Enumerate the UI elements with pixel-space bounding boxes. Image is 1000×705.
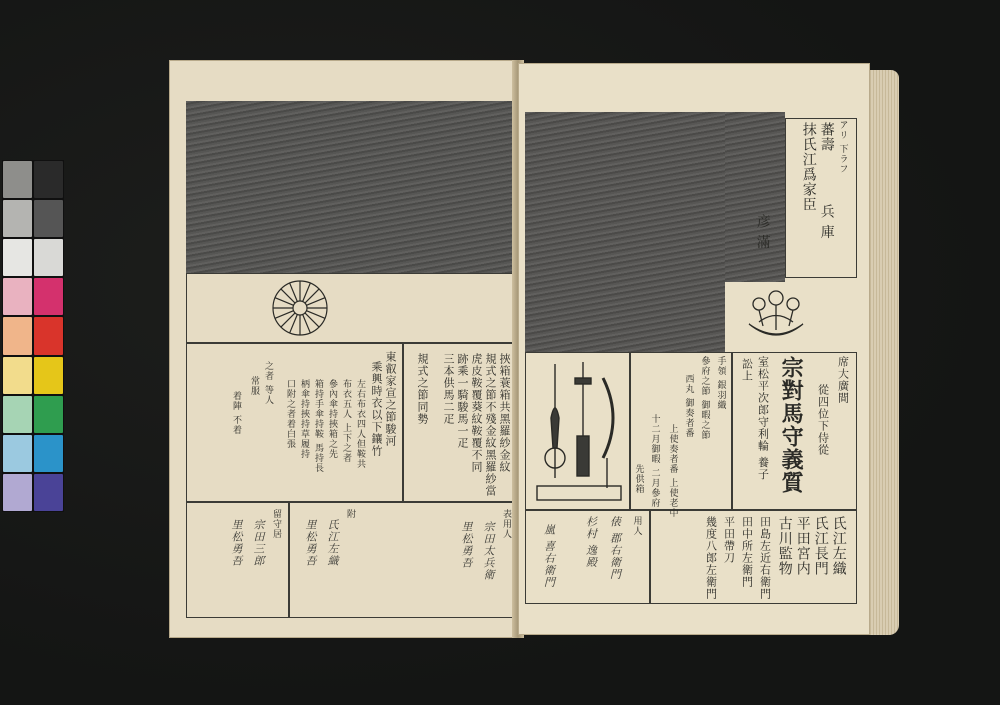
col-f: 先供箱 [633,464,644,494]
left-col2: 規式之節不殘金紋黑羅紗當 [484,353,497,497]
left-col6: 規式之節同勢 [416,353,429,425]
col-b: 參府之節 御暇之節 [699,356,710,440]
left-col8: 乘興時衣以下鑲竹 [370,361,383,457]
color-patch-1 [3,161,32,198]
role-label-2: 附 [345,509,355,519]
shaded-ceiling-area [525,112,725,352]
left-col5: 三本供馬二疋 [442,353,455,425]
color-patch-11 [3,357,32,394]
shaded-ceiling-area [186,101,516,273]
color-patch-6 [34,239,63,276]
left-col13: 柄傘持挾持草履持 [299,379,309,459]
spears-and-banner-icon [533,358,625,504]
rank-label: 從四位下侍從 [816,384,830,456]
color-patch-5 [3,239,32,276]
left-col4: 跡乘一騎駿馬一疋 [456,353,469,449]
seat-label: 席大廣間 [836,356,850,404]
left-col1: 挾箱蓑箱共黑羅紗金紋 [498,353,511,473]
left-note-c: 着陣 不着 [231,391,241,435]
color-patch-10 [34,317,63,354]
page-edges [865,70,899,635]
crest-banner [186,273,516,343]
header-name1: 兵 庫 [818,204,835,240]
left-col9: 左右布衣四人但鞍共 [355,379,365,469]
role-name-1: 宗田太兵衛 [482,521,495,581]
color-patch-13 [3,396,32,433]
residence: 室松平次郎守利輪 養子 [756,356,770,481]
header-col1: 蕃壽 [818,122,835,152]
role-label-3: 留守居 [271,509,281,539]
left-col11: 參內傘持挾箱之先 [327,379,337,459]
col-c: 西丸 御奏者番 [683,374,694,438]
color-patch-17 [3,474,32,511]
retainer-4: 古川監物 [776,516,793,576]
color-patch-14 [34,396,63,433]
role-name-2: 里松勇吾 [460,521,473,569]
header-col2: 抹氏江爲家臣 [800,122,817,212]
color-patch-15 [3,435,32,472]
retainer-2: 氏江長門 [812,516,829,576]
color-patch-3 [3,200,32,237]
chrysanthemum-crest-icon [268,277,332,339]
retainer-1: 氏江左織 [830,516,847,576]
left-note-a: 之者 等人 [263,361,273,405]
role-label-1: 表用人 [501,509,511,539]
role-name-4: 里松勇吾 [304,519,317,567]
bottom-name-2: 杉村 逸殿 [584,516,598,569]
left-col12: 箱持手傘持鞍 馬持長 [313,379,323,473]
header-name2: 彦 滿 [754,214,771,250]
bottom-label: 用人 [631,516,642,536]
role-name-3: 氏江左織 [326,519,339,567]
retainer-8: 幾度八郎左衛門 [704,516,718,600]
retainer-7: 平田帶刀 [722,516,736,564]
bottom-name-3: 嵐 喜右衛門 [542,524,556,589]
left-col3: 虎皮鞍覆葵紋鞍覆不同 [470,353,483,473]
open-book [163,60,903,642]
color-patch-4 [34,200,63,237]
color-patch-12 [34,357,63,394]
left-page [169,60,523,638]
paulownia-crest-icon [739,284,813,346]
role-name-5: 宗田三郎 [252,519,265,567]
left-col10: 布衣五人 上下之者 [341,379,351,463]
left-col14: 口附之者着白張 [285,379,295,449]
color-checker-strip [2,160,64,512]
margin-note: アリ 下ラフ [837,120,848,174]
col-d: 上使奏者番 上使老中 [667,424,678,518]
mansion-note: 訟上 [740,358,754,382]
lord-name: 宗對馬守義質 [778,356,805,494]
color-patch-9 [3,317,32,354]
color-patch-8 [34,278,63,315]
color-patch-18 [34,474,63,511]
bottom-name-1: 俵 郡右衛門 [608,516,622,581]
right-page [518,63,870,635]
role-name-6: 里松勇吾 [230,519,243,567]
color-patch-7 [3,278,32,315]
color-patch-2 [34,161,63,198]
retainer-6: 田中所左衛門 [740,516,754,588]
left-col7: 東叡家宣之節駿河 [384,351,397,447]
retainer-5: 田島左近右衛門 [758,516,772,600]
left-note-b: 常服 [249,376,259,396]
col-a: 手領 銀羽織 [715,356,726,410]
retainer-3: 平田宮内 [794,516,811,576]
color-patch-16 [34,435,63,472]
col-e: 十二月御暇 二月參府 [649,414,660,508]
